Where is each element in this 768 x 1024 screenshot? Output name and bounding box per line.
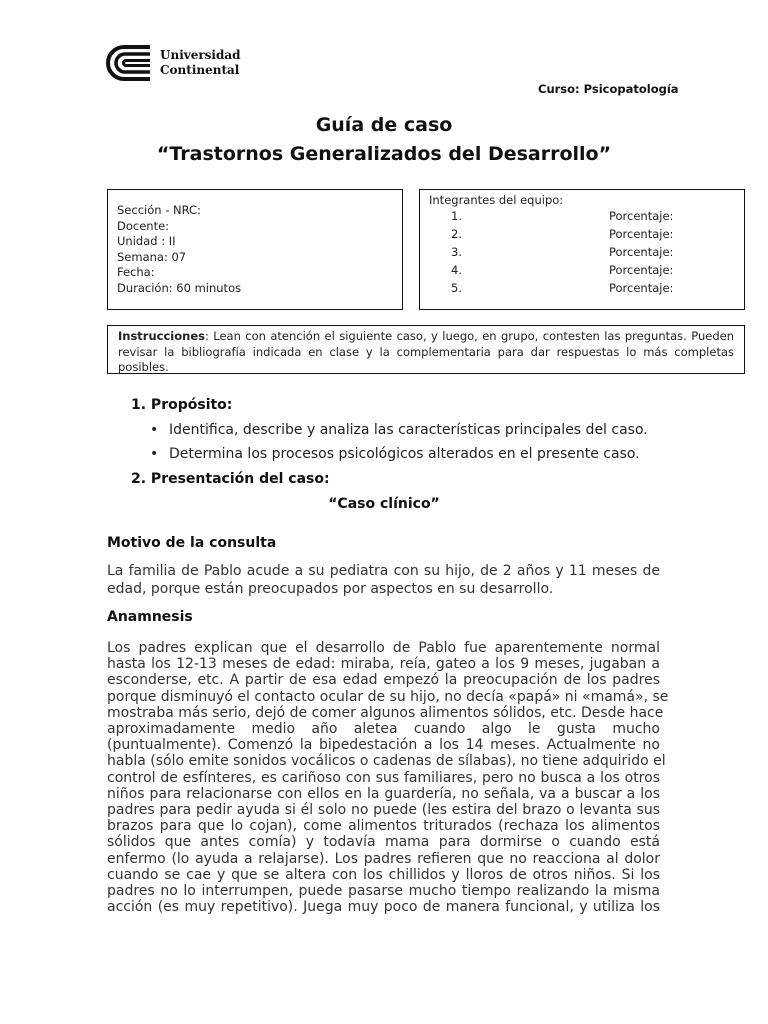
paragraph-line: porque disminuyó el contacto ocular de su hijo, no decía «papá» ni «mamá», se xyxy=(107,688,669,705)
logo-text xyxy=(160,48,241,78)
instructions-box xyxy=(107,325,745,374)
list-item-text: Determina los procesos psicológicos alterados en el presente caso. xyxy=(169,446,640,462)
paragraph-line: control de esfínteres, es cariñoso con sus familiares, pero no busca a los otros xyxy=(107,769,660,786)
anamnesis-paragraph xyxy=(107,640,669,916)
team-member-row xyxy=(429,261,744,279)
member-percentage: Porcentaje: xyxy=(609,263,674,277)
list-item xyxy=(150,446,640,462)
motivo-paragraph xyxy=(107,563,660,598)
course-name: Psicopatología xyxy=(583,82,679,96)
bullet-icon: • xyxy=(150,446,159,462)
seccion-field: Sección - NRC: xyxy=(117,203,201,217)
course-info-box xyxy=(107,189,403,310)
team-title: Integrantes del equipo: xyxy=(429,193,564,207)
member-number: 5. xyxy=(451,281,462,295)
page-subtitle: “Trastornos Generalizados del Desarrollo” xyxy=(156,143,612,165)
paragraph-line: cuando se cae y que se altera con los chillidos y lloros de otros niños. Si los xyxy=(107,866,660,883)
member-percentage: Porcentaje: xyxy=(609,245,674,259)
paragraph-line: hasta los 12-13 meses de edad: miraba, reía, gateo a los 9 meses, jugaban a xyxy=(107,656,660,673)
course-label-key: Curso: xyxy=(538,82,580,96)
anamnesis-heading: Anamnesis xyxy=(107,609,193,625)
instructions-label: Instrucciones xyxy=(118,329,205,343)
list-item-text: Identifica, describe y analiza las características principales del caso. xyxy=(169,422,648,438)
member-number: 4. xyxy=(451,263,462,277)
team-box xyxy=(419,189,745,310)
team-member-row xyxy=(429,243,744,261)
member-percentage: Porcentaje: xyxy=(609,227,674,241)
paragraph-line: mostraba más serio, dejó de comer algunos alimentos sólidos, etc. Desde hace xyxy=(107,704,664,721)
paragraph-line: niños para relacionarse con ellos en la guardería, no señala, va a buscar a los xyxy=(107,785,660,802)
section-proposito-heading: 1. Propósito: xyxy=(131,397,233,413)
case-title: “Caso clínico” xyxy=(328,496,440,512)
member-number: 2. xyxy=(451,227,462,241)
paragraph-line: habla (sólo emite sonidos vocálicos o cadenas de sílabas), no tiene adquirido el xyxy=(107,753,666,770)
team-member-row xyxy=(429,207,744,225)
university-logo-icon xyxy=(106,44,154,82)
member-percentage: Porcentaje: xyxy=(609,209,674,223)
bullet-icon: • xyxy=(150,422,159,438)
member-number: 3. xyxy=(451,245,462,259)
paragraph-line: padres para pedir ayuda si él solo no puede (les estira del brazo o levanta sus xyxy=(107,802,660,819)
unidad-field: Unidad : II xyxy=(117,234,176,248)
instructions-text: : Lean con atención el siguiente caso, y luego, en grupo, contesten las preguntas. Pueden revisar la bibliografía indicada en clase y la complementaria para dar respuestas lo más completas posibles. xyxy=(118,329,734,374)
paragraph-line: acción (es muy repetitivo). Juega muy poco de manera funcional, y utiliza los xyxy=(107,899,660,916)
paragraph-line: padres no lo interrumpen, puede pasarse mucho tiempo realizando la misma xyxy=(107,883,660,900)
team-member-row xyxy=(429,279,744,297)
paragraph-line: brazos para que lo cojan), come alimentos triturados (rechaza los alimentos xyxy=(107,818,660,835)
paragraph-line: enfermo (lo ayuda a relajarse). Los padres refieren que no reacciona al dolor xyxy=(107,850,660,867)
page-title: Guía de caso xyxy=(315,114,453,136)
list-item xyxy=(150,422,648,438)
course-label xyxy=(538,82,679,96)
paragraph-line: esconderse, etc. A partir de esa edad empezó la preocupación de los padres xyxy=(107,672,660,689)
paragraph-line: edad, porque están preocupados por aspectos en su desarrollo. xyxy=(107,580,554,597)
semana-field: Semana: 07 xyxy=(117,249,187,264)
section-presentacion-heading: 2. Presentación del caso: xyxy=(131,471,330,487)
paragraph-line: aproximadamente medio año aletea cuando algo le gusta mucho xyxy=(107,721,660,738)
university-logo xyxy=(106,44,246,84)
paragraph-line: (puntualmente). Comenzó la bipedestación a los 14 meses. Actualmente no xyxy=(107,737,660,754)
member-percentage: Porcentaje: xyxy=(609,281,674,295)
motivo-heading: Motivo de la consulta xyxy=(107,535,277,551)
member-number: 1. xyxy=(451,209,462,223)
team-member-row xyxy=(429,225,744,243)
fecha-field: Fecha: xyxy=(117,265,155,279)
logo-line1: Universidad xyxy=(160,48,241,62)
logo-line2: Continental xyxy=(160,63,240,77)
duracion-field: Duración: 60 minutos xyxy=(117,280,242,295)
paragraph-line: sólidos que antes comía) y todavía mama para dormirse o cuando está xyxy=(107,834,660,851)
paragraph-line: La familia de Pablo acude a su pediatra con su hijo, de 2 años y 11 meses de xyxy=(107,563,660,579)
docente-field: Docente: xyxy=(117,218,170,233)
paragraph-line: Los padres explican que el desarrollo de Pablo fue aparentemente normal xyxy=(107,640,660,656)
